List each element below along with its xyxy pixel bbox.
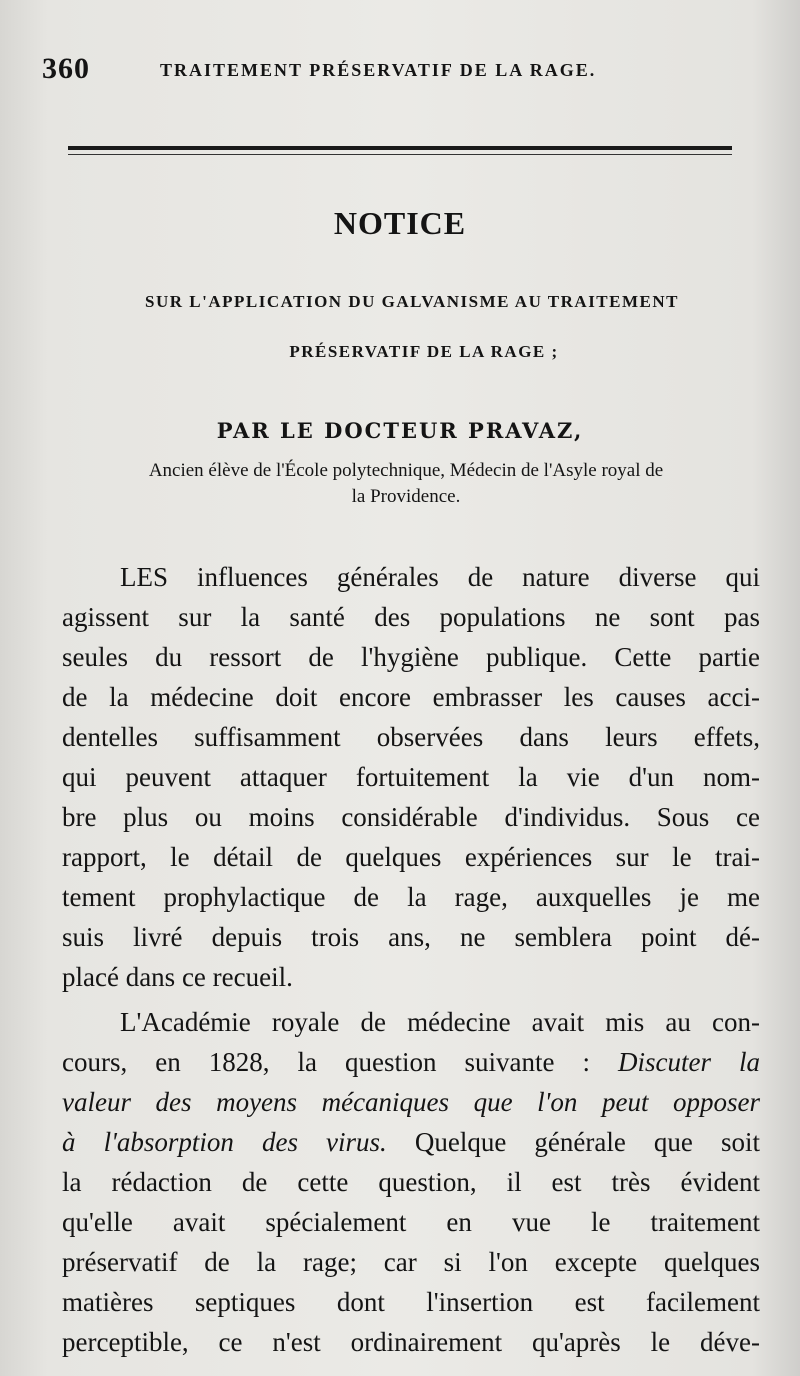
notice-subtitle-line-2: PRÉSERVATIF DE LA RAGE ; [289,342,559,361]
paragraph-1-line: LES influences générales de nature diverse qui [120,562,760,592]
paragraph-2-line: matières septiques dont l'insertion est facilement [62,1287,760,1317]
running-title: TRAITEMENT PRÉSERVATIF DE LA RAGE. [160,60,597,80]
header-rule-thick [68,146,732,150]
page-number: 360 [42,52,90,85]
paragraph-2-line: qu'elle avait spécialement en vue le traitement [62,1207,760,1237]
paragraph-2-line [62,1122,760,1162]
paragraph-2-line: perceptible, ce n'est ordinairement qu'après le déve- [62,1327,760,1357]
running-header [42,52,742,92]
paragraph-2-italic-text: Discuter la [617,1047,760,1077]
paragraph-1-line: tement prophylactique de la rage, auxquelles je me [62,882,760,912]
paragraph-1-line: placé dans ce recueil. [62,962,293,992]
header-rule-thin [68,154,732,155]
notice-subtitle-line-1: SUR L'APPLICATION DU GALVANISME AU TRAITEMENT [145,292,679,311]
paragraph-1-line: suis livré depuis trois ans, ne semblera point dé- [62,922,760,952]
paragraph-1-line: agissent sur la santé des populations ne sont pas [62,602,760,632]
paragraph-2-line [62,1042,760,1082]
paragraph-1-line: dentelles suffisamment observées dans leurs effets, [62,722,760,752]
notice-title: NOTICE [333,205,467,241]
paragraph-1-line: qui peuvent attaquer fortuitement la vie d'un nom- [62,762,760,792]
paragraph-2-line: préservatif de la rage; car si l'on excepte quelques [62,1247,760,1277]
paragraph-1-line: bre plus ou moins considérable d'individus. Sous ce [62,802,760,832]
paragraph-1-line: seules du ressort de l'hygiène publique. Cette partie [62,642,760,672]
affiliation-line-2: la Providence. [351,486,461,507]
paragraph-1-line: de la médecine doit encore embrasser les causes acci- [62,682,760,712]
author-line: PAR LE DOCTEUR PRAVAZ, [216,418,584,443]
paragraph-2-italic-text: à l'absorption des virus. [62,1127,387,1157]
paragraph-2-text: cours, en 1828, la question suivante : [62,1047,618,1077]
paragraph-1-line: rapport, le détail de quelques expériences sur le trai- [62,842,760,872]
paragraph-2-text: Quelque générale que soit [386,1127,760,1157]
paragraph-2-italic-text: valeur des moyens mécaniques que l'on peut opposer [62,1087,760,1117]
affiliation-line-1: Ancien élève de l'École polytechnique, Médecin de l'Asyle royal de [148,460,664,481]
paragraph-2-line: la rédaction de cette question, il est très évident [62,1167,760,1197]
paragraph-2-line: L'Académie royale de médecine avait mis au con- [120,1007,760,1037]
paragraph-2-line [62,1082,760,1122]
